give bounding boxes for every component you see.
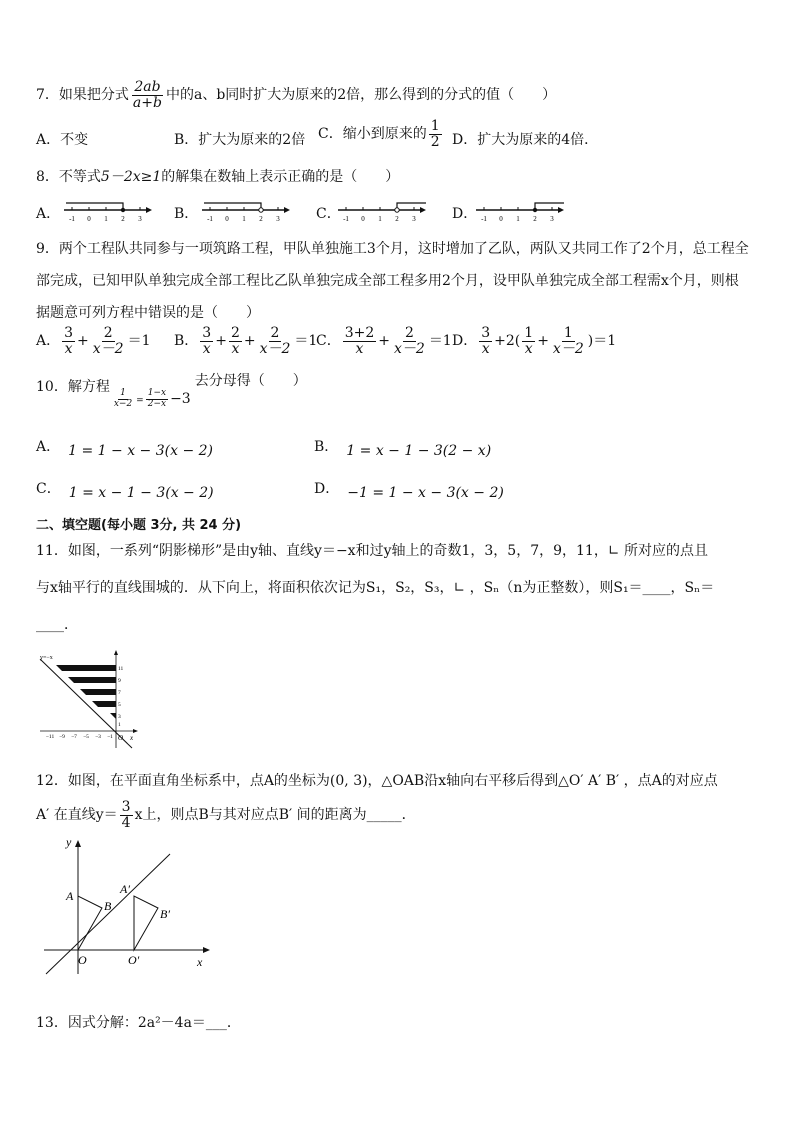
q12-label-b: B (104, 899, 112, 913)
q8-option-c-label[interactable]: C． (316, 206, 341, 222)
q11-shaded-trapezoids (56, 665, 116, 719)
q10-option-c[interactable]: C． 1 = x − 1 − 3(x − 2) (36, 481, 214, 501)
q7-option-c-fraction (429, 119, 442, 149)
q7-option-c-text: C．缩小到原来的 (318, 126, 427, 143)
section-2-title: 二、填空题(每小题 3分, 共 24 分) (36, 518, 242, 533)
svg-text:−3: −3 (95, 734, 101, 740)
q8-number-line-d (474, 198, 568, 224)
q9-d-label: D． (452, 333, 478, 350)
q7-c-den: 2 (430, 133, 440, 150)
q8-a-tick-5: 3 (138, 215, 142, 223)
q7-stem-suffix: 中的a、b同时扩大为原来的2倍，那么得到的分式的值（ ） (165, 87, 557, 104)
q8-stem-suffix: 的解集在数轴上表示正确的是（ ） (161, 169, 400, 185)
q12-label-a: A (66, 889, 74, 903)
q12-label-x: x (197, 955, 203, 969)
q13-stem: 13．因式分解：2a²－4a＝___． (36, 1015, 241, 1031)
q12-fraction: $\frac{3}{4}$ (121, 799, 131, 831)
q8-a-tick-3: 1 (104, 215, 108, 223)
svg-text:−7: −7 (71, 734, 77, 740)
q12-line-2-suffix: x上，则点B与其对应点B′ 间的距离为_____． (134, 807, 416, 824)
q8-c-tick-5: 3 (412, 215, 416, 223)
q11-line-1: 11．如图，一系列“阴影梯形”是由y轴、直线y＝−x和过y轴上的奇数1，3，5，7，9，11，∟ 所对应的点且 (36, 543, 709, 559)
svg-text:11: 11 (118, 666, 124, 672)
q12-line-2 (36, 800, 416, 830)
q8-d-tick-5: 3 (550, 215, 554, 223)
q8-stem (36, 166, 399, 186)
q10-stem: 10．解方程 $\frac{1}{x-2}$ $_=$ $\frac{1-x}{2-x}$ −3去分母得（ ） (36, 373, 307, 409)
q7-option-d[interactable]: D．扩大为原来的4倍． (452, 132, 599, 148)
q8-d-tick-3: 1 (516, 215, 520, 223)
q9-c-frac-1: $\frac{3+2}{x}$ (344, 325, 375, 357)
q8-c-tick-3: 1 (378, 215, 382, 223)
q12-label-b-prime: B′ (160, 907, 170, 921)
q10-eq-left: $\frac{1}{x-2}$ (113, 388, 133, 409)
q11-line-3: ____． (36, 617, 78, 633)
q12-label-a-prime: A′ (120, 882, 130, 896)
q9-line-2: 部完成，已知甲队单独完成全部工程比乙队单独完成全部工程多用2个月，设甲队单独完成全部工程需x个月，则根 (36, 273, 739, 289)
q9-option-d[interactable]: D． $\frac{3}{x}$ +2( $\frac{1}{x}$ + $\frac{1}{x-2}$ )＝1 (452, 325, 617, 357)
q9-line-1: 9．两个工程队共同参与一项筑路工程，甲队单独施工3个月，这时增加了乙队，两队又共同工作了2个月，总工程全 (36, 241, 749, 257)
q8-b-tick-5: 3 (276, 215, 280, 223)
q7-c-num: 1 (430, 118, 440, 134)
q12-line-2-prefix: A′ 在直线y＝ (36, 807, 118, 824)
q9-d-frac-3: $\frac{1}{x-2}$ (552, 325, 584, 357)
svg-text:3: 3 (118, 714, 121, 720)
q7-option-a[interactable]: A．不变 (36, 132, 89, 148)
q8-b-tick-1: -1 (207, 215, 213, 223)
q8-number-line-c (336, 198, 430, 224)
q8-option-d-label[interactable]: D． (452, 206, 478, 222)
q8-a-tick-1: -1 (69, 215, 75, 223)
q10-option-b[interactable]: B． 1 = x − 1 − 3(2 − x) (314, 439, 492, 459)
q8-d-tick-2: 0 (499, 215, 503, 223)
q9-c-frac-2: $\frac{2}{x-2}$ (394, 325, 425, 357)
q7-option-b[interactable]: B．扩大为原来的2倍 (174, 132, 306, 148)
q10-option-d[interactable]: D． −1 = 1 − x − 3(x − 2) (314, 481, 504, 501)
q11-figure (38, 650, 144, 750)
q7-fraction (131, 80, 164, 110)
q8-b-tick-3: 1 (242, 215, 246, 223)
q8-a-tick-2: 0 (87, 215, 91, 223)
svg-text:−1: −1 (107, 734, 113, 740)
q12-line-1: 12．如图，在平面直角坐标系中，点A的坐标为(0, 3)，△OAB沿x轴向右平移后得到△O′ A′ B′ ，点A的对应点 (36, 773, 718, 789)
q9-b-frac-2: $\frac{2}{x}$ (230, 325, 240, 357)
q9-b-frac-3: $\frac{2}{x-2}$ (259, 325, 291, 357)
q8-b-tick-2: 0 (225, 215, 229, 223)
svg-text:x: x (130, 734, 134, 742)
q9-option-b[interactable]: B． $\frac{3}{x}$ + $\frac{2}{x}$ + $\frac{2}{x-2}$ ＝1 (174, 325, 318, 357)
q8-number-line-b (200, 198, 292, 224)
q8-number-line-a (62, 198, 154, 224)
q12-label-o: O (78, 953, 87, 967)
q8-option-a-label[interactable]: A． (36, 206, 61, 222)
q9-a-frac-2: $\frac{2}{x-2}$ (92, 325, 124, 357)
q10-stem-prefix: 10．解方程 (36, 379, 110, 395)
q9-b-label: B． (174, 333, 199, 350)
q7-stem (36, 80, 556, 110)
q10-option-a[interactable]: A． 1 = 1 − x − 3(x − 2) (36, 439, 213, 459)
q7-option-c[interactable] (318, 119, 444, 149)
q9-option-a[interactable]: A． $\frac{3}{x}$ + $\frac{2}{x-2}$ ＝1 (36, 325, 151, 357)
q8-option-b-label[interactable]: B． (174, 206, 199, 222)
q10-eq-right: $\frac{1-x}{2-x}$ (147, 388, 167, 409)
q7-frac-den: a+b (132, 94, 162, 111)
q8-d-tick-4: 2 (533, 215, 537, 223)
svg-text:−11: −11 (45, 734, 55, 740)
q12-label-y: y (66, 836, 72, 849)
q8-b-tick-4: 2 (259, 215, 263, 223)
q9-option-c[interactable]: C． $\frac{3+2}{x}$ + $\frac{2}{x-2}$ ＝1 (316, 325, 452, 357)
q8-c-tick-4: 2 (395, 215, 399, 223)
q8-c-tick-2: 0 (361, 215, 365, 223)
q8-stem-prefix: 8．不等式 (36, 169, 101, 185)
q12-figure (40, 836, 220, 976)
svg-text:9: 9 (118, 678, 121, 684)
q9-a-frac-1: $\frac{3}{x}$ (64, 325, 74, 357)
q8-inequality: 5－2x≥1 (100, 169, 162, 185)
q7-frac-num: 2ab (134, 79, 161, 95)
q9-d-frac-2: $\frac{1}{x}$ (524, 325, 534, 357)
svg-text:1: 1 (118, 722, 121, 728)
svg-text:−9: −9 (59, 734, 65, 740)
q9-c-label: C． (316, 333, 341, 350)
q8-a-tick-4: 2 (121, 215, 125, 223)
q12-label-o-prime: O′ (128, 953, 140, 967)
q7-stem-prefix: 7．如果把分式 (36, 87, 129, 104)
q9-d-frac-1: $\frac{3}{x}$ (481, 325, 491, 357)
svg-text:7: 7 (118, 690, 121, 696)
svg-text:−5: −5 (83, 734, 89, 740)
q11-line-2: 与x轴平行的直线围城的．从下向上，将面积依次记为S₁，S₂，S₃，∟ ，Sₙ（n为正整数），则S₁＝____，Sₙ＝ (36, 580, 715, 596)
q10-stem-suffix: 去分母得（ ） (194, 373, 307, 389)
svg-text:O: O (118, 734, 124, 742)
svg-text:5: 5 (118, 702, 121, 708)
q8-c-tick-1: -1 (343, 215, 349, 223)
q9-a-label: A． (36, 333, 61, 350)
q9-line-3: 据题意可列方程中错误的是（ ） (36, 305, 260, 321)
q9-b-frac-1: $\frac{3}{x}$ (202, 325, 212, 357)
q8-d-tick-1: -1 (481, 215, 487, 223)
q11-line-label: y=−x (40, 655, 53, 661)
